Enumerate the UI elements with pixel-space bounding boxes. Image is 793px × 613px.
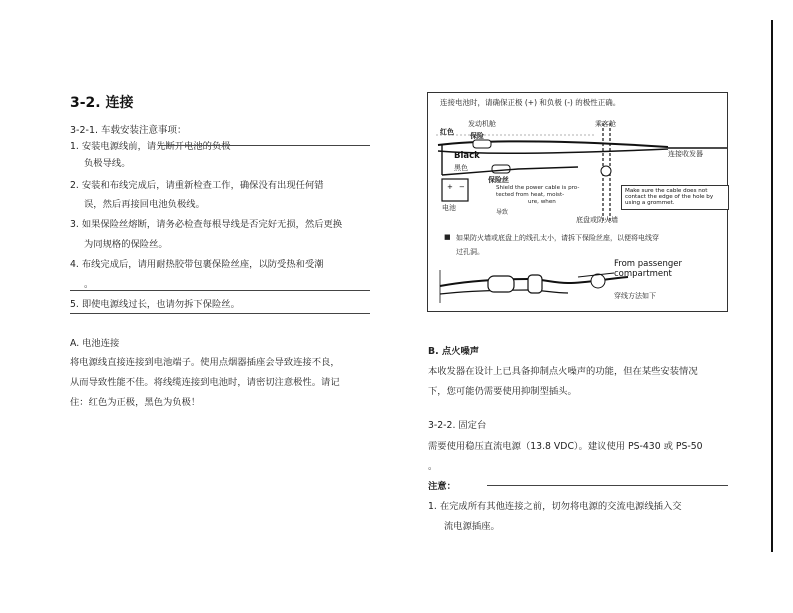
label-firewall: 底盘或防火墙 bbox=[576, 216, 618, 224]
heat-note: tected from heat, moist- bbox=[496, 192, 565, 198]
label-from-passenger: From passenger bbox=[614, 259, 682, 269]
list-item: 1. 安装电源线前，请先断开电池的负极 bbox=[70, 141, 231, 152]
label-threading: 穿线方法如下 bbox=[614, 292, 656, 300]
label-black-cn: 黑色 bbox=[454, 164, 468, 172]
list-item: 5. 即使电源线过长，也请勿拆下保险丝。 bbox=[70, 299, 240, 310]
paragraph-line: 从而导致性能不佳。将线缆连接到电池时，请密切注意极性。请记 bbox=[70, 377, 340, 388]
label-compartment: compartment bbox=[614, 269, 672, 279]
bullet-icon: ■ bbox=[444, 233, 451, 241]
label-cabin: 乘客舱 bbox=[595, 120, 616, 128]
label-red: 红色 bbox=[440, 128, 454, 136]
wiring-diagram bbox=[427, 92, 728, 312]
divider bbox=[70, 313, 370, 314]
base-heading: 3-2-2. 固定台 bbox=[428, 420, 487, 431]
battery-heading: A. 电池连接 bbox=[70, 338, 120, 349]
section-title: 3-2. 连接 bbox=[70, 95, 134, 111]
list-item: 。 bbox=[84, 279, 94, 290]
subsection-title: 3-2-1. 车载安装注意事项： bbox=[70, 125, 187, 136]
list-item: 3. 如果保险丝熔断，请务必检查每根导线是否完好无损，然后更换 bbox=[70, 219, 343, 230]
list-item: 误，然后再接回电池负极线。 bbox=[84, 199, 205, 210]
heat-note: Shield the power cable is pro- bbox=[496, 185, 580, 191]
list-item: 为同规格的保险丝。 bbox=[84, 239, 168, 250]
ignition-heading: B. 点火噪声 bbox=[428, 346, 480, 357]
label-battery: 电池 bbox=[442, 204, 456, 212]
svg-text:−: − bbox=[459, 183, 465, 191]
paragraph-line: 需要使用稳压直流电源（13.8 VDC）。建议使用 PS-430 或 PS-50 bbox=[428, 441, 703, 452]
label-fuse2: 保险丝 bbox=[488, 176, 509, 184]
label-fuse: 保险 bbox=[470, 132, 484, 140]
paragraph-line: 。 bbox=[428, 461, 438, 472]
label-engine: 发动机舱 bbox=[468, 120, 496, 128]
list-item: 负极导线。 bbox=[84, 158, 131, 169]
label-to-transceiver: 连接收发器 bbox=[668, 150, 703, 158]
underline bbox=[158, 145, 370, 146]
list-item: 2. 安装和布线完成后，请重新检查工作，确保没有出现任何错 bbox=[70, 180, 324, 191]
firewall-hole-note: 过孔洞。 bbox=[456, 248, 484, 256]
svg-text:+: + bbox=[447, 183, 453, 191]
note-label: 注意： bbox=[428, 481, 456, 492]
label-black: Black bbox=[454, 151, 480, 161]
page-edge-line bbox=[771, 20, 773, 552]
paragraph-line: 住：红色为正极，黑色为负极！ bbox=[70, 397, 201, 408]
paragraph-line: 本收发器在设计上已具备抑制点火噪声的功能，但在某些安装情况 bbox=[428, 366, 698, 377]
divider bbox=[70, 290, 370, 291]
note-item: 流电源插座。 bbox=[444, 521, 500, 532]
heat-note: ure, when bbox=[528, 199, 556, 205]
firewall-hole-note: 如果防火墙或底盘上的线孔太小，请拆下保险丝座，以便将电线穿 bbox=[456, 234, 659, 242]
paragraph-line: 下，您可能仍需要使用抑制型插头。 bbox=[428, 386, 577, 397]
note-rule bbox=[487, 485, 728, 486]
paragraph-line: 将电源线直接连接到电池端子。使用点烟器插座会导致连接不良， bbox=[70, 357, 340, 368]
diagram-caption: 连接电池时，请确保正极 (+) 和负极 (-) 的极性正确。 bbox=[440, 98, 621, 107]
grommet-note: Make sure the cable does not contact the edge of the hole by using a grommet. bbox=[621, 185, 729, 210]
list-item: 4. 布线完成后，请用耐热胶带包裹保险丝座，以防受热和受潮 bbox=[70, 259, 324, 270]
note-item: 1. 在完成所有其他连接之前，切勿将电源的交流电源线插入交 bbox=[428, 501, 682, 512]
label-guide: 导致 bbox=[496, 209, 509, 216]
